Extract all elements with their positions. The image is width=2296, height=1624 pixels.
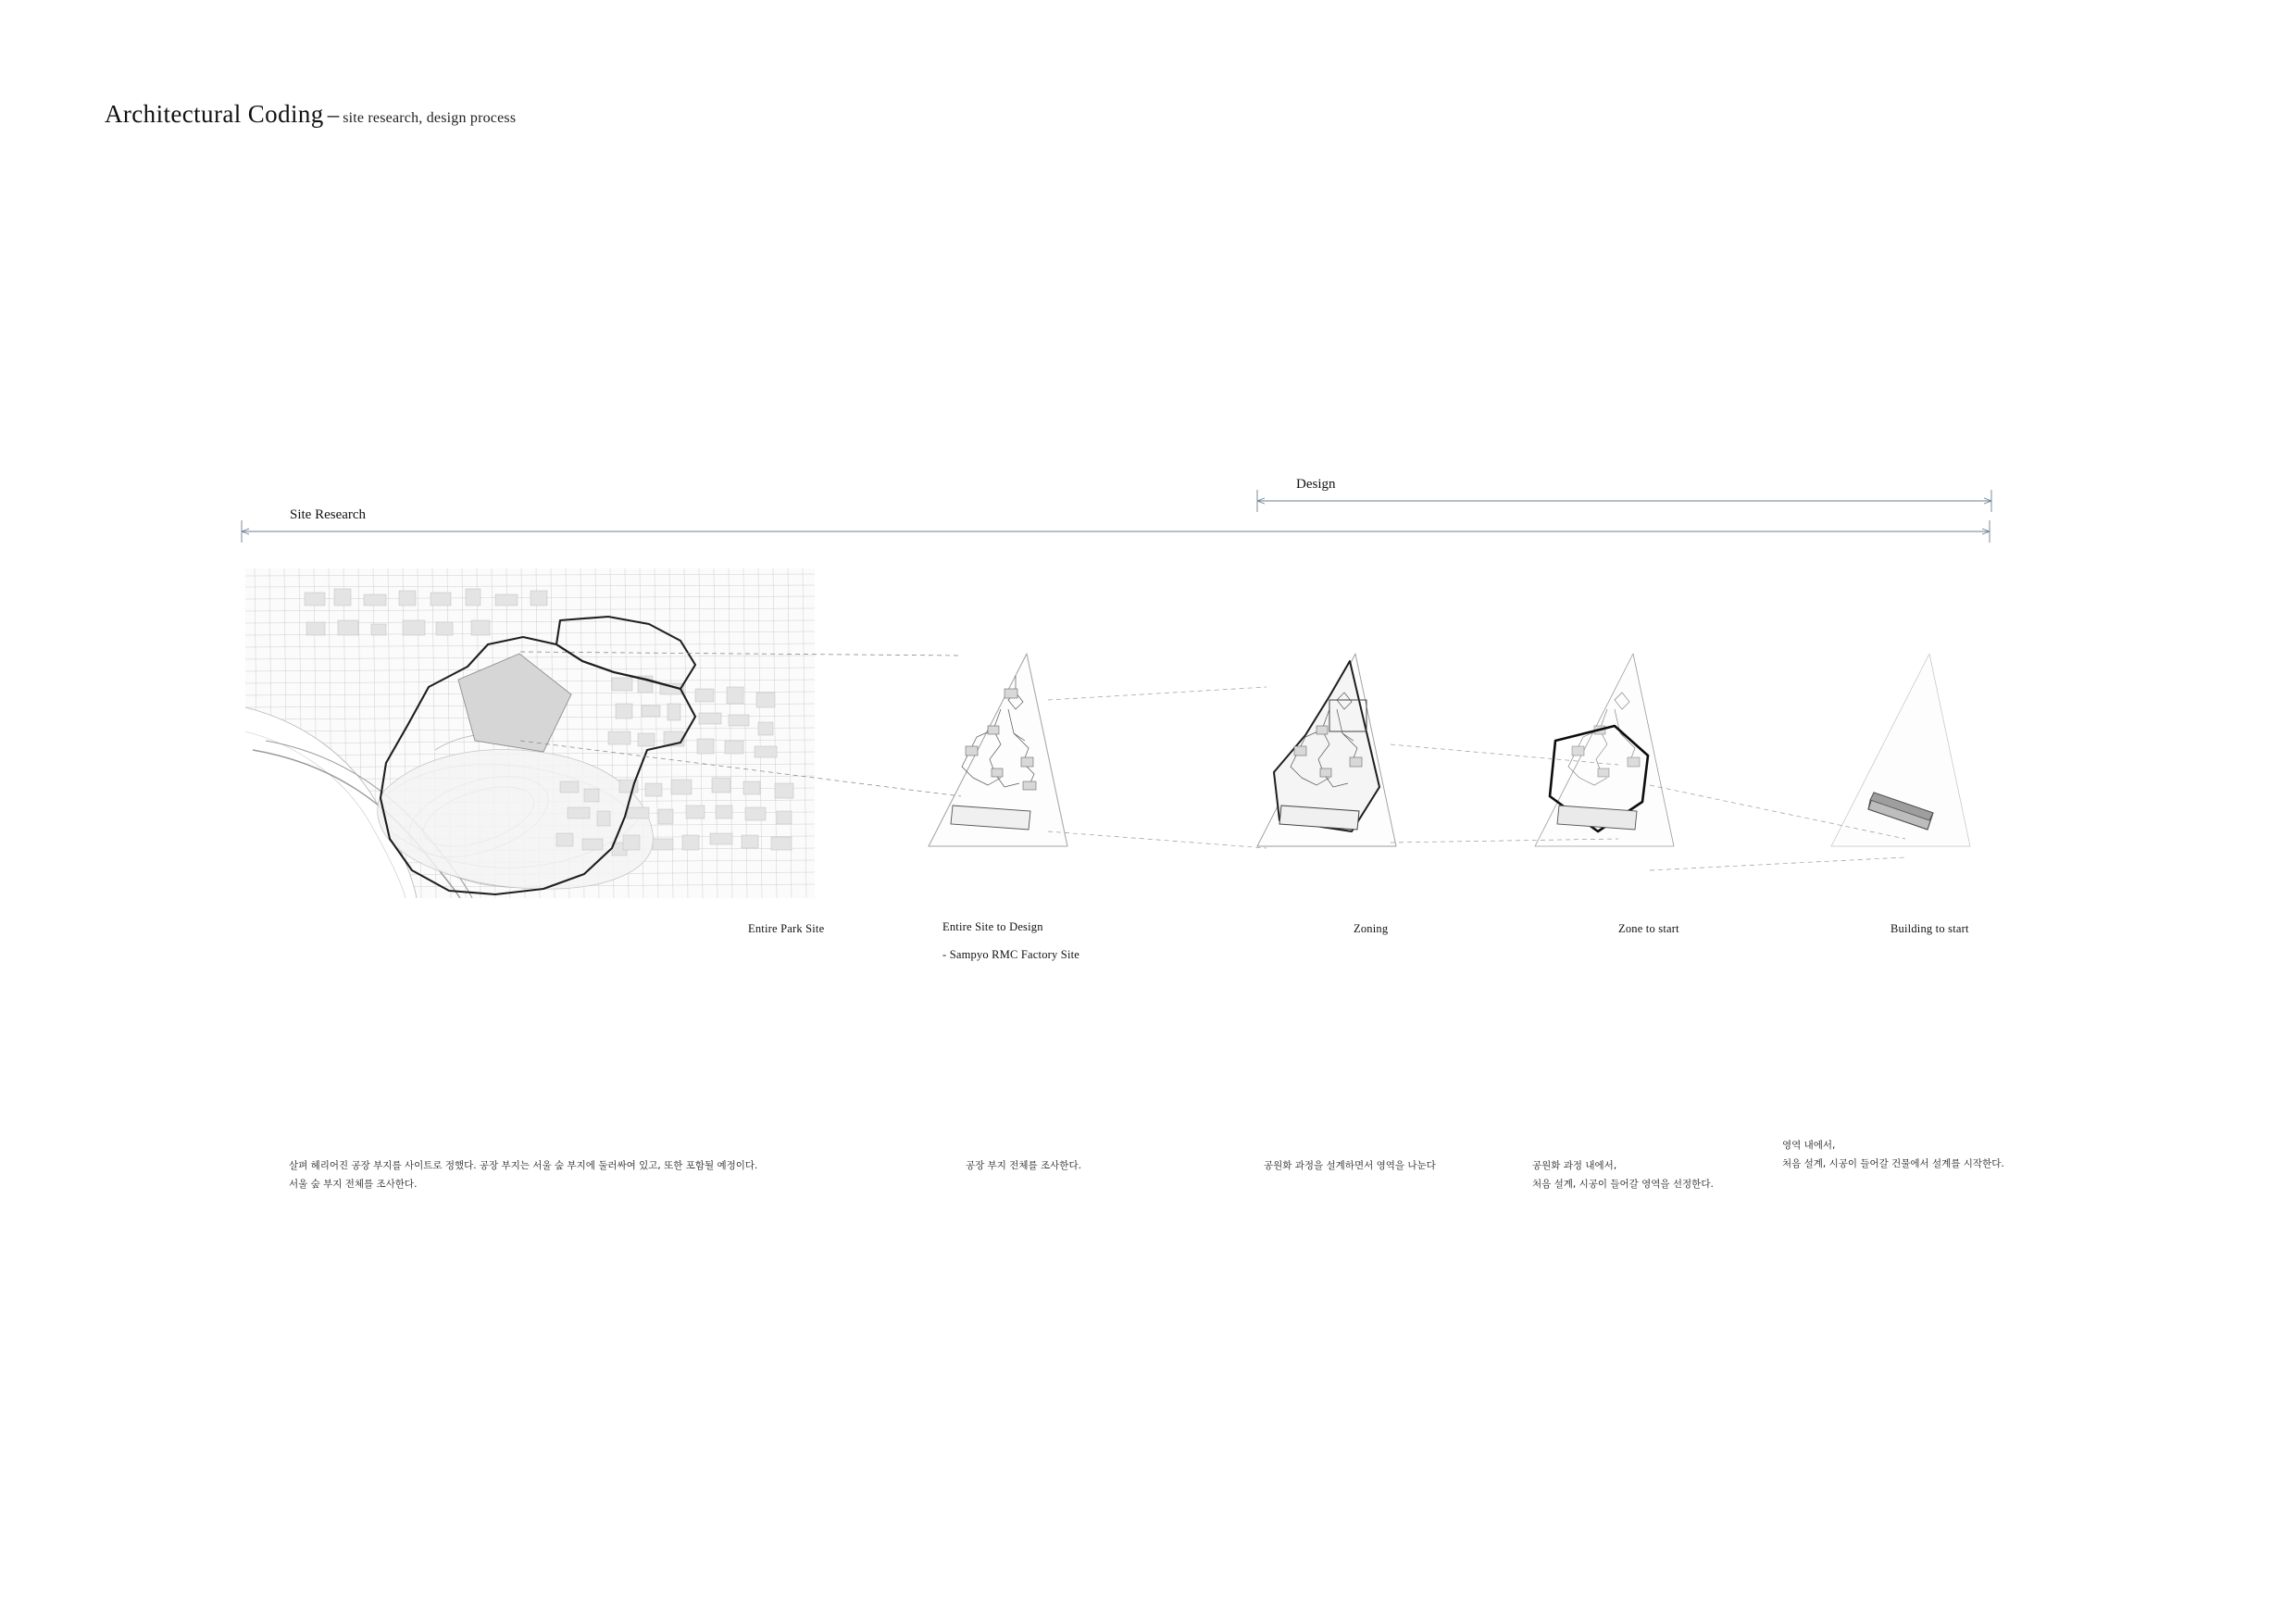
- note-zoning: [1264, 1157, 1436, 1176]
- phase-label-design: Design: [1296, 477, 1336, 492]
- note-zoning-line-1: 공원화 과정을 설계하면서 영역을 나눈다: [1264, 1160, 1436, 1171]
- caption-entire-site-to-design-2: - Sampyo RMC Factory Site: [942, 948, 1080, 961]
- caption-building-to-start: Building to start: [1890, 922, 1969, 935]
- stage-zoning[interactable]: [1241, 648, 1426, 889]
- note-site-line-2: 서울 숲 부지 전체를 조사한다.: [289, 1178, 418, 1190]
- note-site-line-1: 살펴 헤리어진 공장 부지를 사이트로 정했다. 공장 부지는 서울 숲 부지에 둘러싸여 있고, 또한 포함될 예정이다.: [289, 1160, 758, 1171]
- note-zone-start-line-1: 공원화 과정 내에서,: [1532, 1160, 1617, 1171]
- note-building-start: [1782, 1137, 2004, 1174]
- stage-building-to-start[interactable]: [1815, 648, 2018, 889]
- caption-entire-site-to-design: Entire Site to Design: [942, 920, 1043, 933]
- title-main-text: Architectural Coding: [105, 100, 324, 128]
- page-title: [105, 100, 516, 129]
- note-zone-start: [1532, 1157, 1714, 1194]
- caption-entire-park-site: Entire Park Site: [748, 922, 825, 935]
- caption-zone-to-start: Zone to start: [1618, 922, 1679, 935]
- site-research-arrow: [236, 518, 1995, 544]
- note-site: [289, 1157, 757, 1194]
- note-factory: [966, 1157, 1081, 1176]
- stage-entire-site-to-design[interactable]: [912, 648, 1097, 889]
- title-subtitle-text: site research, design process: [343, 110, 517, 126]
- stage-entire-park-site-map[interactable]: [245, 568, 815, 898]
- stage-zone-to-start[interactable]: [1518, 648, 1713, 889]
- caption-zoning: Zoning: [1354, 922, 1389, 935]
- design-arrow: [1252, 488, 1997, 514]
- title-dash: –: [327, 103, 340, 128]
- phase-label-site-research: Site Research: [290, 507, 367, 522]
- note-building-start-line-1: 영역 내에서,: [1782, 1140, 1836, 1151]
- note-zone-start-line-2: 처음 설계, 시공이 들어갈 영역을 선정한다.: [1532, 1178, 1714, 1190]
- note-building-start-line-2: 처음 설계, 시공이 들어갈 건물에서 설계를 시작한다.: [1782, 1157, 2004, 1169]
- note-factory-line-1: 공장 부지 전체를 조사한다.: [966, 1160, 1081, 1171]
